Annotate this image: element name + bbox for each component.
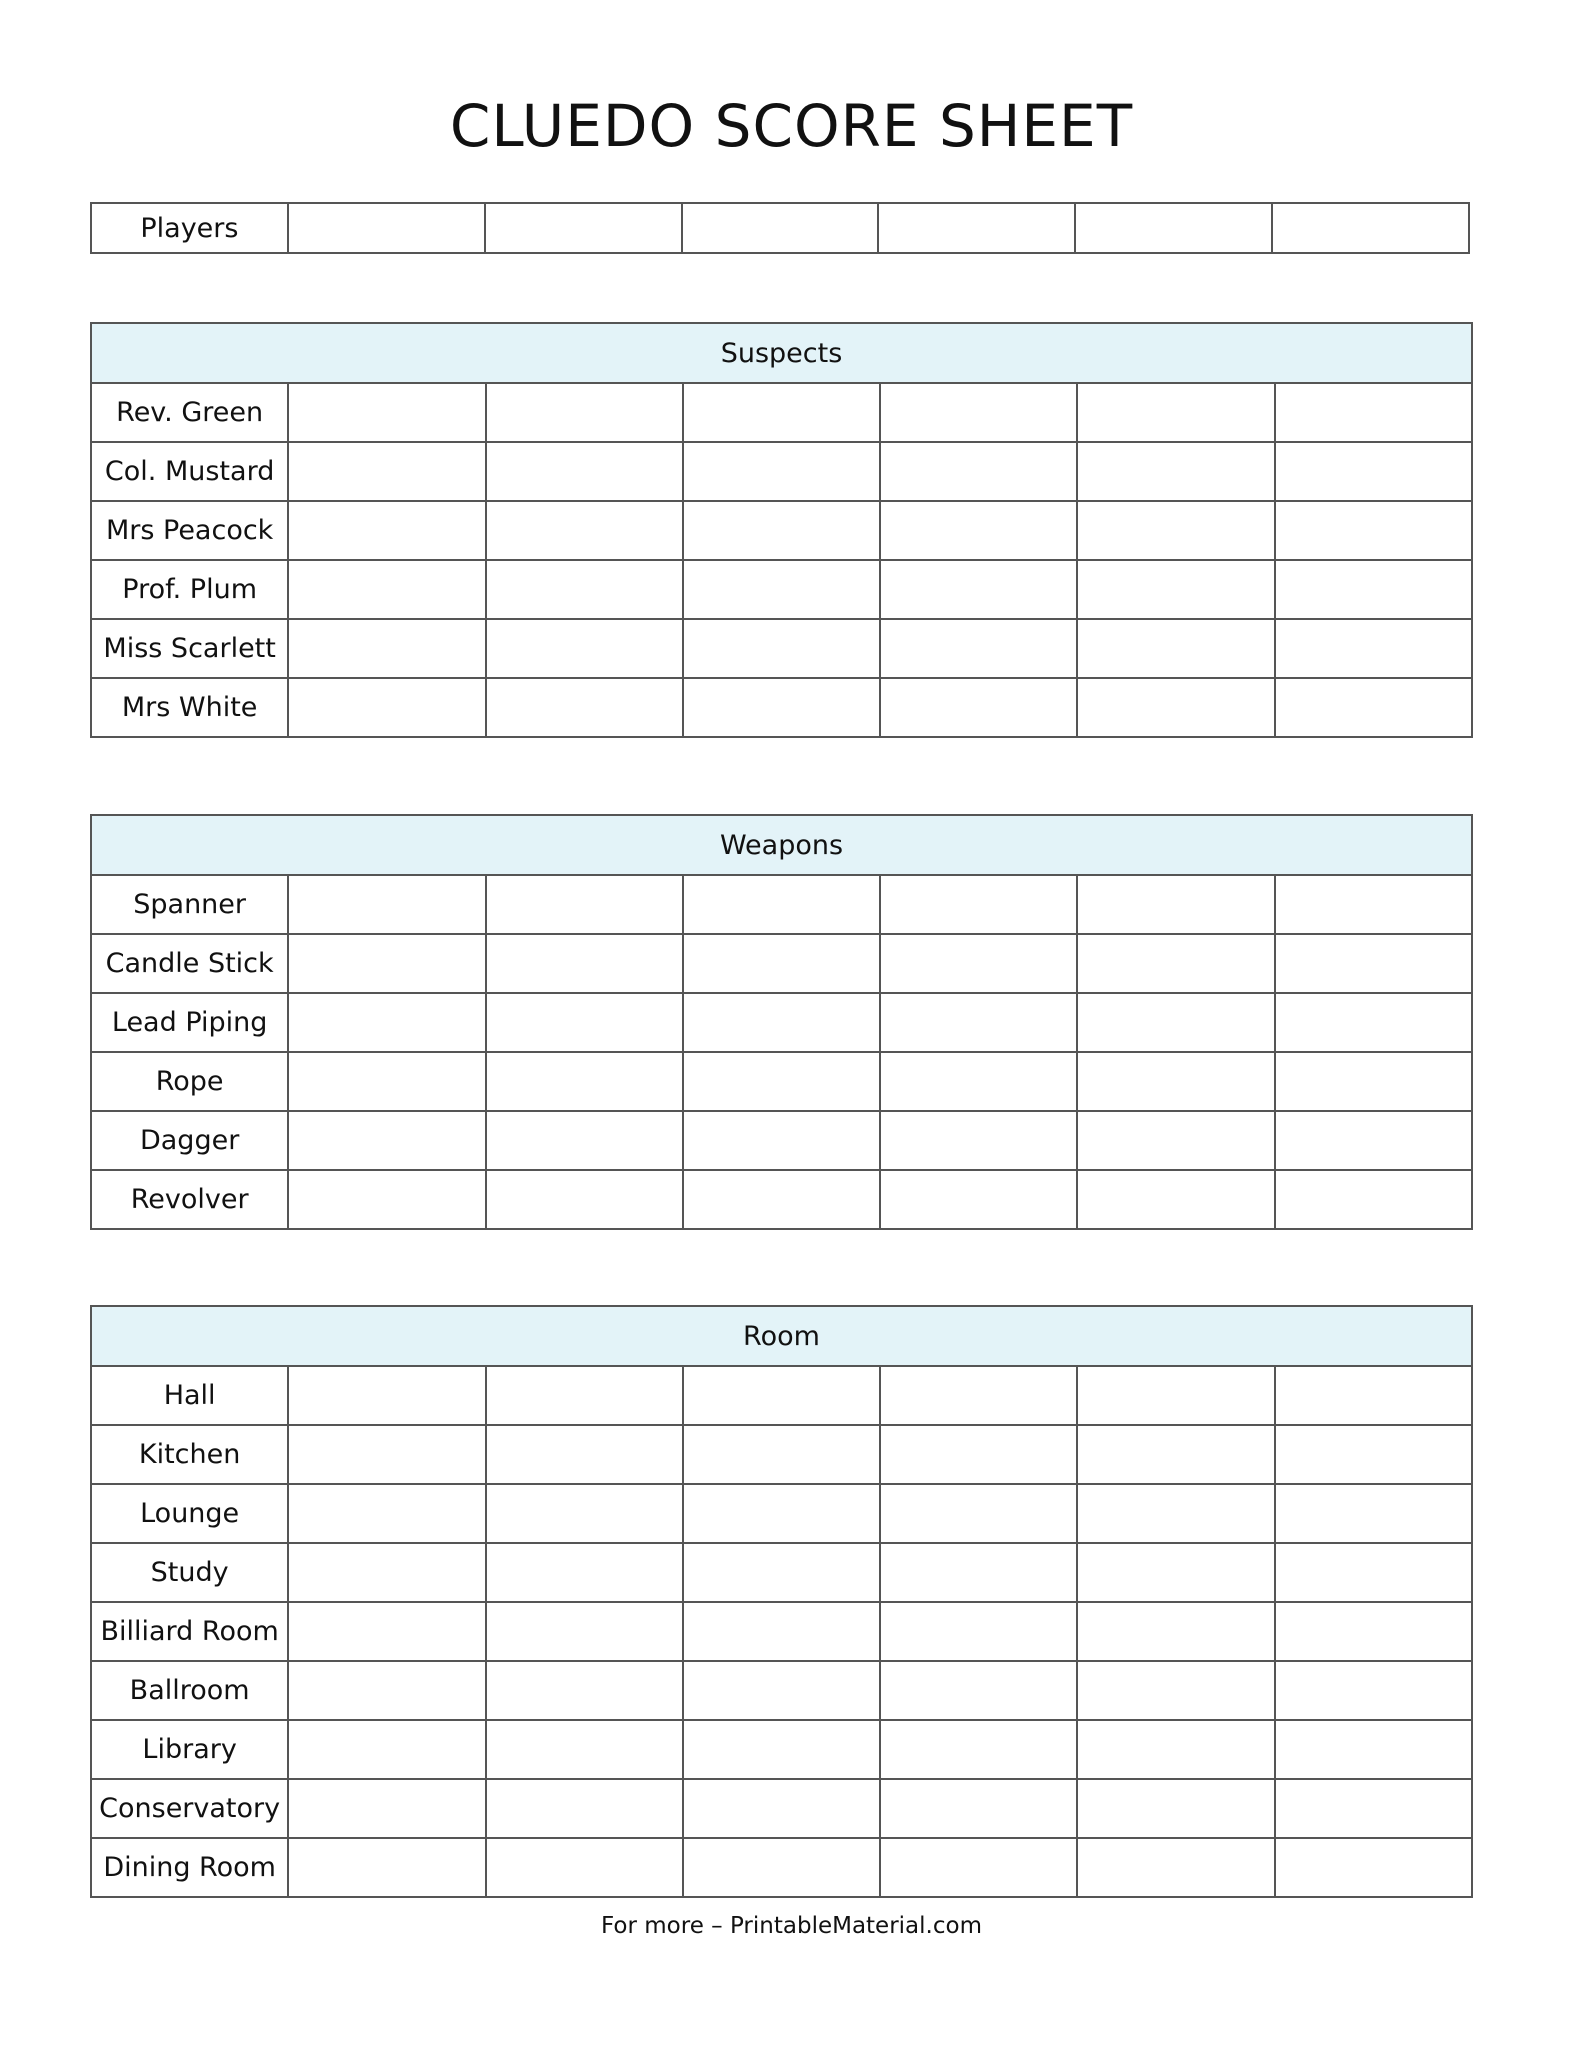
page-title: CLUEDO SCORE SHEET xyxy=(449,92,1134,160)
mark-cell[interactable] xyxy=(683,993,880,1052)
table-row xyxy=(91,1838,1472,1897)
mark-cell[interactable] xyxy=(1275,501,1472,560)
table-row xyxy=(91,1602,1472,1661)
mark-cell[interactable] xyxy=(486,1543,683,1602)
mark-cell[interactable] xyxy=(683,1425,880,1484)
table-row xyxy=(91,678,1472,737)
mark-cell[interactable] xyxy=(1077,560,1274,619)
mark-cell[interactable] xyxy=(880,619,1077,678)
mark-cell[interactable] xyxy=(880,1484,1077,1543)
mark-cell[interactable] xyxy=(1275,1602,1472,1661)
mark-cell[interactable] xyxy=(683,1484,880,1543)
mark-cell[interactable] xyxy=(880,1661,1077,1720)
row-label: Prof. Plum xyxy=(91,560,288,619)
mark-cell[interactable] xyxy=(1077,1425,1274,1484)
mark-cell[interactable] xyxy=(288,875,485,934)
mark-cell[interactable] xyxy=(1275,1838,1472,1897)
mark-cell[interactable] xyxy=(486,1425,683,1484)
mark-cell[interactable] xyxy=(288,501,485,560)
mark-cell[interactable] xyxy=(683,934,880,993)
mark-cell[interactable] xyxy=(288,1366,485,1425)
mark-cell[interactable] xyxy=(486,678,683,737)
mark-cell[interactable] xyxy=(288,1052,485,1111)
players-table xyxy=(90,202,1470,254)
table-row xyxy=(91,1543,1472,1602)
mark-cell[interactable] xyxy=(1077,1543,1274,1602)
player-name-cell[interactable] xyxy=(288,203,485,253)
mark-cell[interactable] xyxy=(1077,383,1274,442)
mark-cell[interactable] xyxy=(880,442,1077,501)
mark-cell[interactable] xyxy=(1077,1661,1274,1720)
row-label: Dining Room xyxy=(91,1838,288,1897)
mark-cell[interactable] xyxy=(1275,442,1472,501)
mark-cell[interactable] xyxy=(880,934,1077,993)
mark-cell[interactable] xyxy=(486,442,683,501)
table-row xyxy=(91,560,1472,619)
row-label: Dagger xyxy=(91,1111,288,1170)
table-row xyxy=(91,1661,1472,1720)
mark-cell[interactable] xyxy=(683,1543,880,1602)
row-label: Rope xyxy=(91,1052,288,1111)
mark-cell[interactable] xyxy=(486,1484,683,1543)
section-header-row xyxy=(91,815,1472,875)
table-row xyxy=(91,875,1472,934)
mark-cell[interactable] xyxy=(683,875,880,934)
mark-cell[interactable] xyxy=(1077,1052,1274,1111)
mark-cell[interactable] xyxy=(1077,1170,1274,1229)
player-name-cell[interactable] xyxy=(682,203,879,253)
mark-cell[interactable] xyxy=(683,619,880,678)
row-label: Library xyxy=(91,1720,288,1779)
mark-cell[interactable] xyxy=(1275,560,1472,619)
mark-cell[interactable] xyxy=(1275,993,1472,1052)
mark-cell[interactable] xyxy=(880,383,1077,442)
player-name-cell[interactable] xyxy=(1272,203,1469,253)
mark-cell[interactable] xyxy=(683,560,880,619)
row-label: Hall xyxy=(91,1366,288,1425)
mark-cell[interactable] xyxy=(880,993,1077,1052)
table-row xyxy=(91,1425,1472,1484)
row-label: Billiard Room xyxy=(91,1602,288,1661)
mark-cell[interactable] xyxy=(1077,934,1274,993)
section-heading: Room xyxy=(91,1306,1472,1366)
row-label: Mrs White xyxy=(91,678,288,737)
section-heading: Weapons xyxy=(91,815,1472,875)
mark-cell[interactable] xyxy=(1077,619,1274,678)
row-label: Col. Mustard xyxy=(91,442,288,501)
mark-cell[interactable] xyxy=(683,1661,880,1720)
table-row xyxy=(91,442,1472,501)
mark-cell[interactable] xyxy=(880,560,1077,619)
players-label: Players xyxy=(91,203,288,253)
row-label: Conservatory xyxy=(91,1779,288,1838)
section-table-suspects xyxy=(90,322,1473,738)
mark-cell[interactable] xyxy=(683,1170,880,1229)
mark-cell[interactable] xyxy=(1275,1170,1472,1229)
row-label: Rev. Green xyxy=(91,383,288,442)
mark-cell[interactable] xyxy=(486,875,683,934)
section-header-row xyxy=(91,1306,1472,1366)
mark-cell[interactable] xyxy=(288,560,485,619)
mark-cell[interactable] xyxy=(683,501,880,560)
mark-cell[interactable] xyxy=(683,1366,880,1425)
mark-cell[interactable] xyxy=(288,678,485,737)
mark-cell[interactable] xyxy=(486,383,683,442)
mark-cell[interactable] xyxy=(880,875,1077,934)
mark-cell[interactable] xyxy=(1275,934,1472,993)
mark-cell[interactable] xyxy=(288,442,485,501)
mark-cell[interactable] xyxy=(683,1779,880,1838)
mark-cell[interactable] xyxy=(1275,678,1472,737)
mark-cell[interactable] xyxy=(1275,1366,1472,1425)
mark-cell[interactable] xyxy=(288,619,485,678)
mark-cell[interactable] xyxy=(1275,1661,1472,1720)
mark-cell[interactable] xyxy=(1275,383,1472,442)
mark-cell[interactable] xyxy=(683,1052,880,1111)
row-label: Revolver xyxy=(91,1170,288,1229)
row-label: Lounge xyxy=(91,1484,288,1543)
section-table-weapons xyxy=(90,814,1473,1230)
mark-cell[interactable] xyxy=(880,1720,1077,1779)
mark-cell[interactable] xyxy=(486,1720,683,1779)
row-label: Spanner xyxy=(91,875,288,934)
table-row xyxy=(91,383,1472,442)
mark-cell[interactable] xyxy=(486,1779,683,1838)
mark-cell[interactable] xyxy=(288,993,485,1052)
mark-cell[interactable] xyxy=(1077,1484,1274,1543)
mark-cell[interactable] xyxy=(486,1052,683,1111)
mark-cell[interactable] xyxy=(683,1111,880,1170)
mark-cell[interactable] xyxy=(288,383,485,442)
mark-cell[interactable] xyxy=(486,560,683,619)
mark-cell[interactable] xyxy=(1275,619,1472,678)
mark-cell[interactable] xyxy=(486,1366,683,1425)
mark-cell[interactable] xyxy=(1077,1111,1274,1170)
row-label: Candle Stick xyxy=(91,934,288,993)
table-row xyxy=(91,501,1472,560)
table-row xyxy=(91,619,1472,678)
mark-cell[interactable] xyxy=(1077,1779,1274,1838)
mark-cell[interactable] xyxy=(683,442,880,501)
mark-cell[interactable] xyxy=(683,383,880,442)
mark-cell[interactable] xyxy=(288,1170,485,1229)
mark-cell[interactable] xyxy=(1077,1838,1274,1897)
mark-cell[interactable] xyxy=(683,1720,880,1779)
section-table-room xyxy=(90,1305,1473,1898)
mark-cell[interactable] xyxy=(1275,1111,1472,1170)
mark-cell[interactable] xyxy=(486,993,683,1052)
mark-cell[interactable] xyxy=(1077,993,1274,1052)
mark-cell[interactable] xyxy=(880,1779,1077,1838)
mark-cell[interactable] xyxy=(486,934,683,993)
table-row xyxy=(91,1484,1472,1543)
mark-cell[interactable] xyxy=(1275,1779,1472,1838)
mark-cell[interactable] xyxy=(1275,1720,1472,1779)
mark-cell[interactable] xyxy=(288,1602,485,1661)
row-label: Kitchen xyxy=(91,1425,288,1484)
mark-cell[interactable] xyxy=(288,1111,485,1170)
players-row xyxy=(91,203,1469,253)
mark-cell[interactable] xyxy=(1275,875,1472,934)
mark-cell[interactable] xyxy=(486,619,683,678)
section-header-row xyxy=(91,323,1472,383)
row-label: Study xyxy=(91,1543,288,1602)
mark-cell[interactable] xyxy=(1275,1052,1472,1111)
mark-cell[interactable] xyxy=(1077,1366,1274,1425)
mark-cell[interactable] xyxy=(1275,1484,1472,1543)
mark-cell[interactable] xyxy=(1077,875,1274,934)
mark-cell[interactable] xyxy=(1275,1425,1472,1484)
section-heading: Suspects xyxy=(91,323,1472,383)
mark-cell[interactable] xyxy=(683,678,880,737)
mark-cell[interactable] xyxy=(288,1484,485,1543)
player-name-cell[interactable] xyxy=(878,203,1075,253)
mark-cell[interactable] xyxy=(880,1170,1077,1229)
mark-cell[interactable] xyxy=(683,1602,880,1661)
row-label: Mrs Peacock xyxy=(91,501,288,560)
mark-cell[interactable] xyxy=(288,934,485,993)
table-row xyxy=(91,934,1472,993)
mark-cell[interactable] xyxy=(288,1779,485,1838)
mark-cell[interactable] xyxy=(880,1543,1077,1602)
row-label: Ballroom xyxy=(91,1661,288,1720)
mark-cell[interactable] xyxy=(880,1111,1077,1170)
mark-cell[interactable] xyxy=(486,1838,683,1897)
mark-cell[interactable] xyxy=(880,1366,1077,1425)
footer-text: For more – PrintableMaterial.com xyxy=(601,1913,982,1939)
mark-cell[interactable] xyxy=(288,1661,485,1720)
table-row xyxy=(91,1170,1472,1229)
player-name-cell[interactable] xyxy=(1075,203,1272,253)
table-row xyxy=(91,993,1472,1052)
mark-cell[interactable] xyxy=(1077,442,1274,501)
mark-cell[interactable] xyxy=(880,1602,1077,1661)
row-label: Lead Piping xyxy=(91,993,288,1052)
table-row xyxy=(91,1111,1472,1170)
mark-cell[interactable] xyxy=(288,1838,485,1897)
mark-cell[interactable] xyxy=(1275,1543,1472,1602)
table-row xyxy=(91,1779,1472,1838)
mark-cell[interactable] xyxy=(880,1838,1077,1897)
row-label: Miss Scarlett xyxy=(91,619,288,678)
mark-cell[interactable] xyxy=(486,501,683,560)
mark-cell[interactable] xyxy=(486,1661,683,1720)
mark-cell[interactable] xyxy=(288,1425,485,1484)
mark-cell[interactable] xyxy=(1077,1602,1274,1661)
mark-cell[interactable] xyxy=(288,1720,485,1779)
mark-cell[interactable] xyxy=(880,1425,1077,1484)
mark-cell[interactable] xyxy=(1077,501,1274,560)
mark-cell[interactable] xyxy=(486,1170,683,1229)
mark-cell[interactable] xyxy=(486,1111,683,1170)
mark-cell[interactable] xyxy=(1077,1720,1274,1779)
mark-cell[interactable] xyxy=(683,1838,880,1897)
table-row xyxy=(91,1366,1472,1425)
mark-cell[interactable] xyxy=(880,501,1077,560)
table-row xyxy=(91,1720,1472,1779)
player-name-cell[interactable] xyxy=(485,203,682,253)
mark-cell[interactable] xyxy=(486,1602,683,1661)
mark-cell[interactable] xyxy=(880,1052,1077,1111)
table-row xyxy=(91,1052,1472,1111)
mark-cell[interactable] xyxy=(288,1543,485,1602)
mark-cell[interactable] xyxy=(880,678,1077,737)
mark-cell[interactable] xyxy=(1077,678,1274,737)
